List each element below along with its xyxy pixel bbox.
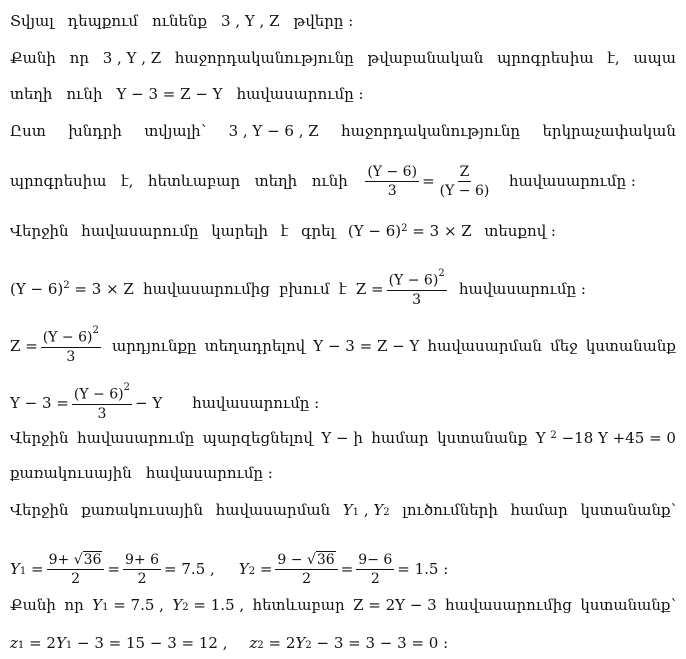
word: տվյալի՝ (144, 122, 207, 140)
z-fraction-equation (355, 268, 450, 308)
word: հավասարման (427, 336, 542, 355)
word: քառակուսային (10, 464, 132, 482)
line-3 (10, 87, 676, 102)
word: է (338, 279, 347, 298)
exponent: 2 (92, 325, 99, 336)
subscript: 2 (257, 639, 264, 651)
fraction (365, 164, 419, 199)
z2-result (249, 636, 448, 651)
rhs: − Y (134, 393, 163, 412)
math: Y − 3 = Z − Y (313, 336, 420, 355)
base: (Y − 6) (10, 279, 64, 298)
variable: z (10, 634, 18, 652)
word: է, (121, 172, 134, 191)
word: հավասարումը : (236, 85, 364, 103)
word: քառակուսային (81, 501, 204, 519)
word: տեղի (254, 172, 298, 191)
numerator-base: (Y − 6) (73, 386, 124, 403)
math: Y − ի (321, 429, 363, 447)
fraction (275, 552, 337, 587)
value: = 1.5 , (193, 596, 245, 614)
word: հավասարումից (143, 279, 270, 298)
word: հավասարումը : (145, 464, 273, 482)
line-2 (10, 51, 676, 66)
fraction (123, 552, 161, 587)
math: 3 , Y − 6 , Z (228, 122, 319, 140)
z-fraction-equation (10, 325, 104, 365)
word: տեղադրելով (204, 336, 306, 355)
radicand: 36 (83, 552, 102, 568)
line-14 (10, 598, 676, 613)
fraction (47, 552, 105, 587)
coefficient: = 2 (268, 634, 296, 652)
word: բխում (279, 279, 330, 298)
numerator: (Y − 6) (365, 164, 419, 182)
word: տեսքով : (484, 222, 556, 240)
word: մեջ (550, 336, 578, 355)
word: պրոգրեսիա (10, 172, 107, 191)
lhs: Z = (355, 279, 384, 298)
variable: Y (10, 560, 20, 579)
sqrt-sign: √ (306, 552, 316, 568)
word: որ (69, 49, 90, 67)
exponent: 2 (550, 429, 557, 441)
word: Քանի (10, 49, 56, 67)
fraction (387, 268, 447, 308)
numerator: 9+ 6 (123, 552, 161, 570)
subscript: 1 (17, 639, 25, 651)
word: երկրաչափական (542, 122, 676, 140)
word: ունի (311, 172, 348, 191)
fraction (72, 382, 132, 422)
word: հավասարումից (445, 596, 572, 614)
line-10 (10, 431, 676, 446)
fraction (356, 552, 394, 587)
denominator: 2 (370, 571, 380, 588)
word: որ (64, 596, 84, 614)
word: հավասարումը (77, 429, 195, 447)
fraction (41, 325, 101, 365)
word: կստանանք (437, 429, 528, 447)
word: հավասարումը : (458, 279, 586, 298)
denominator: 2 (71, 571, 80, 588)
word: համար (371, 429, 429, 447)
variable: Y (92, 596, 103, 614)
word: կստանանք՝ (580, 501, 676, 519)
word: լուծումների (402, 501, 498, 519)
subscript: 2 (248, 565, 256, 577)
numerator (47, 552, 105, 570)
word: պարզեցնելով (202, 429, 313, 447)
denominator: 2 (302, 571, 312, 588)
result: − 3 = 3 − 3 = 0 : (316, 634, 449, 652)
word: Վերջին (10, 222, 69, 240)
result: = 7.5 , (164, 560, 215, 579)
line-13 (10, 552, 676, 587)
rhs: = 3 × Z (74, 279, 134, 298)
exponent: 2 (63, 280, 70, 292)
variable: z (249, 634, 258, 652)
y1-value (92, 598, 164, 613)
subscript: 2 (182, 601, 189, 613)
solution-symbols (343, 503, 390, 518)
word: թվաբանական (367, 49, 484, 67)
word: Ըստ (10, 122, 46, 140)
radicand: 36 (316, 552, 335, 568)
word: կստանանք՝ (580, 596, 676, 614)
denominator: (Y − 6) (439, 183, 490, 200)
word: հաջորդականությունը (174, 49, 354, 67)
word: է, (607, 49, 620, 67)
line-11 (10, 466, 676, 481)
word: հավասարումը : (192, 393, 320, 412)
line-4 (10, 124, 676, 139)
word: խնդրի (68, 122, 122, 140)
subscript: 1 (65, 639, 73, 651)
numerator (72, 382, 132, 405)
word: ապա (633, 49, 676, 67)
denominator: 3 (97, 405, 107, 422)
exponent: 2 (401, 222, 408, 234)
base: (Y − 6) (347, 222, 402, 240)
word: Տվյալ (10, 12, 54, 30)
numerator-base: (Y − 6) (388, 272, 439, 289)
exponent: 2 (438, 268, 445, 279)
word: կստանանք (585, 336, 676, 355)
variable: Y (535, 429, 546, 447)
value: = 7.5 , (113, 596, 164, 614)
line-1 (10, 14, 676, 29)
subscript: 1 (102, 601, 109, 613)
squared-equation (10, 279, 134, 298)
variable: Y (238, 560, 249, 579)
word: գրել (301, 222, 336, 240)
numerator: 9− 6 (356, 552, 394, 570)
word: ունի (66, 85, 103, 103)
word: տեղի (10, 85, 53, 103)
exponent: 2 (123, 382, 130, 393)
word: արդյունքը (112, 336, 197, 355)
word: հավասարումը (81, 222, 199, 240)
variable: Y (55, 634, 66, 652)
squared-equation (348, 224, 472, 239)
math: Z = 2Y − 3 (353, 596, 437, 614)
y1-solution: Y $_1$ = $\frac{9+ √36}{2}$ = $\frac{9+ 6}{2}$ = 7.5 , (10, 552, 215, 588)
numerator: Z (458, 164, 472, 182)
math: 3 , Y , Z (102, 49, 162, 67)
word: հետևաբար (148, 172, 241, 191)
word: կարելի (211, 222, 269, 240)
rhs: −18 Y +45 = 0 (561, 429, 676, 447)
numerator (275, 552, 337, 570)
line-7 (10, 268, 676, 308)
denominator: 3 (66, 348, 76, 365)
rhs: = 3 × Z (412, 222, 472, 240)
numerator (41, 325, 101, 348)
math: 3 , Y , Z (221, 12, 280, 30)
word: Քանի (10, 596, 56, 614)
word: հետևաբար (252, 596, 345, 614)
fraction (438, 164, 492, 199)
result: = 1.5 : (397, 560, 449, 579)
variable: Y (172, 596, 183, 614)
line-9 (10, 382, 676, 422)
word: համար (510, 501, 568, 519)
word: հաջորդականությունը (341, 122, 521, 140)
proportion-equation (362, 164, 494, 199)
line-15 (10, 636, 676, 651)
word: դեպքում (67, 12, 138, 30)
lhs: Y − 3 = (10, 393, 69, 412)
numerator-base: (Y − 6) (42, 329, 93, 346)
variable: Y (295, 634, 306, 652)
y2-value (172, 598, 244, 613)
y-equation (10, 382, 163, 422)
denominator: 3 (412, 291, 422, 308)
subscript: 2 (383, 506, 390, 518)
lhs: Z = (10, 336, 38, 355)
word: Վերջին (10, 429, 69, 447)
subscript: 1 (19, 565, 27, 577)
word: Վերջին (10, 501, 69, 519)
word: պրոգրեսիա (497, 49, 594, 67)
line-12 (10, 503, 676, 518)
word: հավասարումը : (508, 172, 636, 191)
variable: Y (342, 501, 353, 519)
y2-solution: Y $_2$ = $\frac{9 - √36}{2}$ = $\frac{9- 6}{2}$ = 1.5 : (238, 552, 449, 588)
sqrt-sign: √ (73, 552, 83, 568)
z1-result (10, 636, 227, 651)
equals-sign: = (422, 172, 435, 191)
denominator: 3 (387, 183, 397, 200)
result: − 3 = 15 − 3 = 12 , (77, 634, 228, 652)
numerator (387, 268, 447, 291)
subscript: 2 (305, 639, 312, 651)
line-5 (10, 164, 676, 199)
math: Y − 3 = Z − Y (116, 85, 223, 103)
numerator-term: 9+ (48, 552, 74, 568)
line-8 (10, 325, 676, 365)
word: է (280, 222, 289, 240)
subscript: 1 (352, 506, 360, 518)
numerator-term: 9 − (277, 552, 307, 568)
word: հավասարման (215, 501, 331, 519)
line-6 (10, 224, 676, 239)
word: թվերը : (293, 12, 354, 30)
coefficient: = 2 (29, 634, 56, 652)
denominator: 2 (137, 571, 147, 588)
variable: Y (373, 501, 384, 519)
quadratic-equation (536, 431, 676, 446)
word: ունենք (152, 12, 208, 30)
separator: , (363, 501, 369, 519)
